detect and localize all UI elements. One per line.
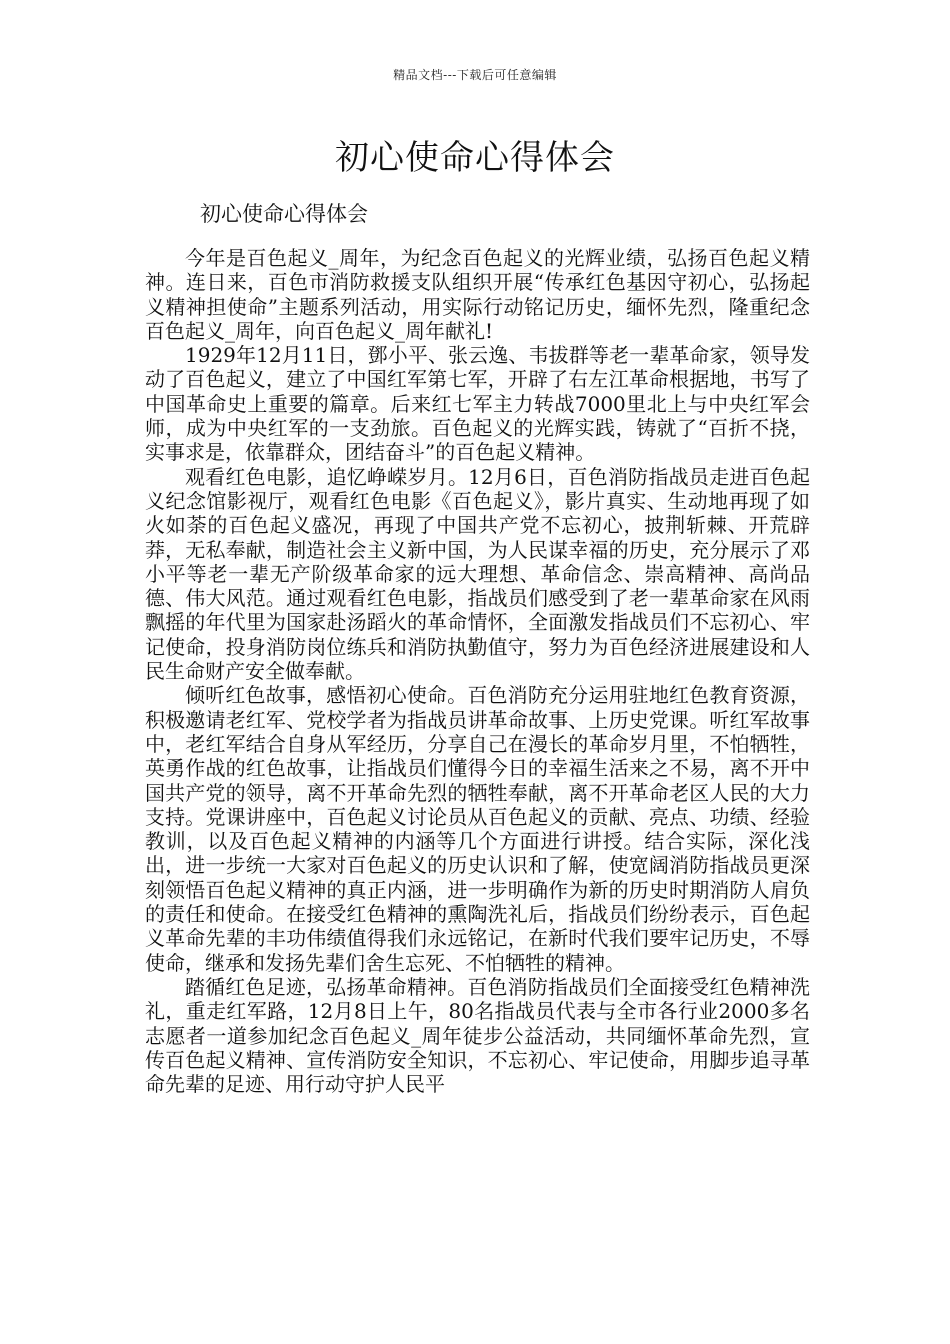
- document-body: [145, 246, 810, 1096]
- paragraph: 1929年12月11日，鄧小平、张云逸、韦拔群等老一辈革命家，领导发动了百色起义，建立了中国红军第七军，开辟了右左江革命根据地，书写了中国革命史上重要的篇章。后来红七军主力转战7000里北上与中央红军会师，成为中央红军的一支劲旅。百色起义的光辉实践，铸就了“百折不挠，实事求是，依靠群众，团结奋斗”的百色起义精神。: [145, 343, 810, 465]
- paragraph: 观看红色电影，追忆峥嵘岁月。12月6日，百色消防指战员走进百色起义纪念馆影视厅，观看红色电影《百色起义》，影片真实、生动地再现了如火如荼的百色起义盛况，再现了中国共产党不忘初心，披荆斩棘、开荒辟莽，无私奉献，制造社会主义新中国，为人民谋幸福的历史，充分展示了邓小平等老一辈无产阶级革命家的远大理想、革命信念、崇高精神、高尚品德、伟大风范。通过观看红色电影，指战员们感受到了老一辈革命家在风雨飘摇的年代里为国家赴汤蹈火的革命情怀，全面激发指战员们不忘初心、牢记使命，投身消防岗位练兵和消防执勤值守，努力为百色经济进展建设和人民生命财产安全做奉献。: [145, 464, 810, 684]
- header-note: 精品文档---下载后可任意编辑: [393, 68, 557, 82]
- paragraph: 踏循红色足迹，弘扬革命精神。百色消防指战员们全面接受红色精神洗礼，重走红军路，12月8日上午，80名指战员代表与全市各行业2000多名志愿者一道参加纪念百色起义_周年徒步公益活动，共同缅怀革命先烈，宣传百色起义精神、宣传消防安全知识，不忘初心、牢记使命，用脚步追寻革命先辈的足迹、用行动守护人民平: [145, 974, 810, 1097]
- paragraph: 倾听红色故事，感悟初心使命。百色消防充分运用驻地红色教育资源，积极邀请老红军、党校学者为指战员讲革命故事、上历史党课。听红军故事中，老红军结合自身从军经历，分享自己在漫长的革命岁月里，不怕牺牲，英勇作战的红色故事，让指战员们懂得今日的幸福生活来之不易，离不开中国共产党的领导，离不开革命先烈的牺牲奉献，离不开革命老区人民的大力支持。党课讲座中，百色起义讨论员从百色起义的贡献、亮点、功绩、经验教训，以及百色起义精神的内涵等几个方面进行讲授。结合实际，深化浅出，进一步统一大家对百色起义的历史认识和了解，使宽阔消防指战员更深刻领悟百色起义精神的真正内涵，进一步明确作为新的历史时期消防人肩负的责任和使命。在接受红色精神的熏陶洗礼后，指战员们纷纷表示，百色起义革命先辈的丰功伟绩值得我们永远铭记，在新时代我们要牢记历史，不辱使命，继承和发扬先辈们舍生忘死、不怕牺牲的精神。: [145, 683, 810, 975]
- paragraph: 今年是百色起义_周年，为纪念百色起义的光辉业绩，弘扬百色起义精神。连日来，百色市消防救援支队组织开展“传承红色基因守初心，弘扬起义精神担使命”主题系列活动，用实际行动铭记历史，缅怀先烈，隆重纪念百色起义_周年，向百色起义_周年献礼!: [145, 246, 810, 343]
- document-subtitle: 初心使命心得体会: [200, 202, 368, 226]
- document-title: 初心使命心得体会: [335, 138, 615, 178]
